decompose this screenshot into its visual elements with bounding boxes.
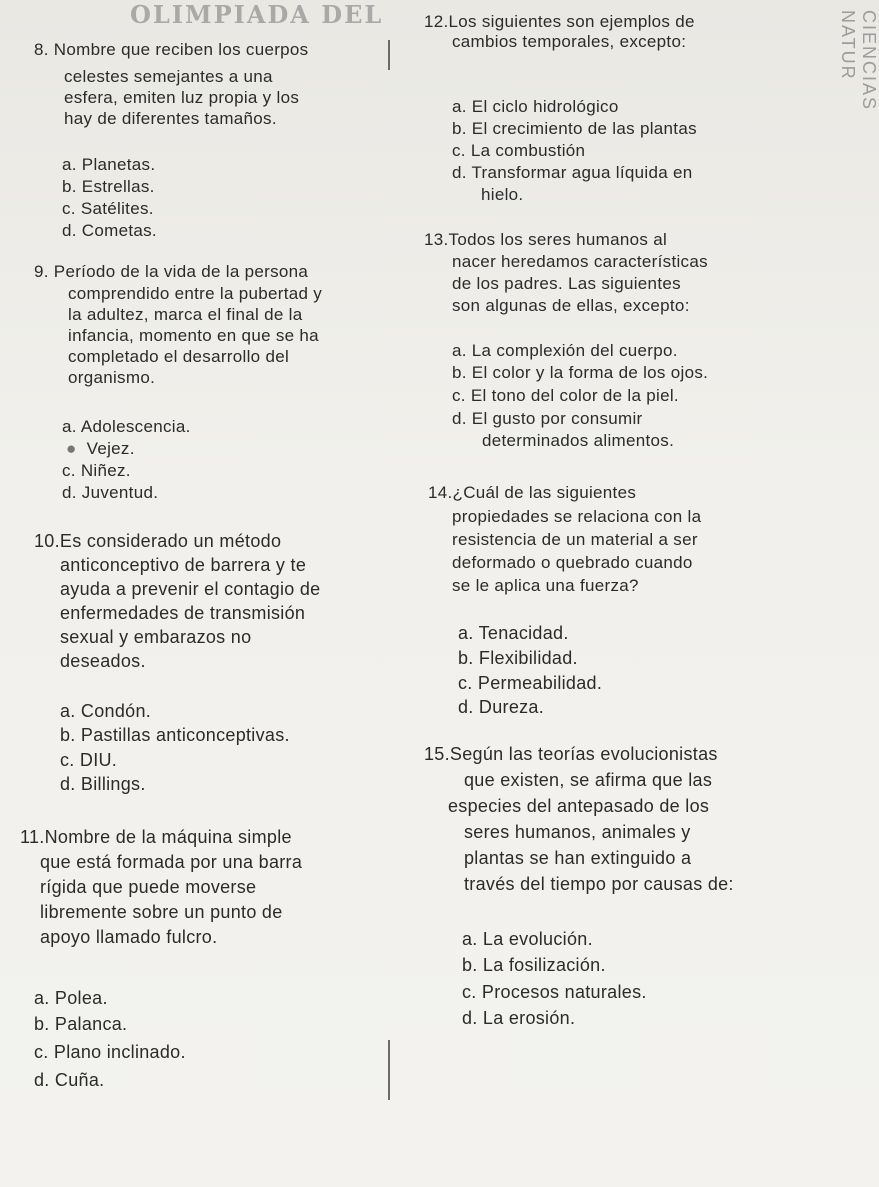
question-text: 15.Según las teorías evolucionistas xyxy=(424,744,718,764)
option-14b[interactable]: b. Flexibilidad. xyxy=(458,648,578,668)
exam-header-title: OLIMPIADA DEL xyxy=(130,0,384,29)
question-text: 11.Nombre de la máquina simple xyxy=(20,827,292,847)
column-divider-bottom xyxy=(388,1040,390,1100)
option-9b[interactable] xyxy=(66,439,135,459)
question-text: sexual y embarazos no xyxy=(60,627,252,647)
question-text: deseados. xyxy=(60,651,146,671)
question-text: que está formada por una barra xyxy=(40,852,303,872)
question-text: través del tiempo por causas de: xyxy=(464,874,734,894)
option-14d[interactable]: d. Dureza. xyxy=(458,697,545,717)
option-14a[interactable]: a. Tenacidad. xyxy=(458,623,569,643)
option-12d[interactable]: d. Transformar agua líquida en xyxy=(452,163,693,182)
option-13b[interactable]: b. El color y la forma de los ojos. xyxy=(452,363,709,382)
question-text: cambios temporales, excepto: xyxy=(452,32,687,51)
question-14-text xyxy=(452,507,701,595)
question-text: 10.Es considerado un método xyxy=(34,531,282,551)
question-text: libremente sobre un punto de xyxy=(40,902,283,922)
question-text: enfermedades de transmisión xyxy=(60,603,306,623)
option-13a[interactable]: a. La complexión del cuerpo. xyxy=(452,341,678,360)
column-divider-top xyxy=(388,40,390,70)
side-label: CIENCIAS NATUR xyxy=(838,10,879,112)
option-9c[interactable]: c. Niñez. xyxy=(62,461,131,480)
question-10 xyxy=(34,531,281,552)
question-13 xyxy=(424,230,667,249)
option-13c[interactable]: c. El tono del color de la piel. xyxy=(452,386,679,405)
question-text: resistencia de un material a ser xyxy=(452,530,698,549)
option-12b[interactable]: b. El crecimiento de las plantas xyxy=(452,119,697,138)
question-12-text xyxy=(452,32,686,51)
question-8 xyxy=(34,40,309,59)
question-text: propiedades se relaciona con la xyxy=(452,507,702,526)
question-text: organismo. xyxy=(68,368,156,387)
question-text: 14.¿Cuál de las siguientes xyxy=(428,483,637,502)
question-text: 13.Todos los seres humanos al xyxy=(424,230,668,249)
question-text: son algunas de ellas, excepto: xyxy=(452,296,690,315)
question-text: comprendido entre la pubertad y xyxy=(68,284,323,303)
question-text: 12.Los siguientes son ejemplos de xyxy=(424,12,695,31)
option-15c[interactable]: c. Procesos naturales. xyxy=(462,982,647,1002)
question-12 xyxy=(424,12,695,31)
question-text: seres humanos, animales y xyxy=(464,822,691,842)
question-text: que existen, se afirma que las xyxy=(464,770,713,790)
option-12c[interactable]: c. La combustión xyxy=(452,141,586,160)
question-text: especies del antepasado de los xyxy=(448,796,710,816)
option-13d[interactable]: d. El gusto por consumir xyxy=(452,409,643,428)
question-text: completado el desarrollo del xyxy=(68,347,290,366)
question-8-text xyxy=(64,67,299,128)
option-10a[interactable]: a. Condón. xyxy=(60,701,152,721)
question-text: 8. Nombre que reciben los cuerpos xyxy=(34,40,309,59)
question-text: rígida que puede moverse xyxy=(40,877,257,897)
option-9d[interactable]: d. Juventud. xyxy=(62,483,159,502)
option-12d-cont: hielo. xyxy=(481,185,524,204)
question-text: apoyo llamado fulcro. xyxy=(40,927,218,947)
question-text: deformado o quebrado cuando xyxy=(452,553,693,572)
option-10b[interactable]: b. Pastillas anticonceptivas. xyxy=(60,725,290,745)
option-letter-obscured: ● xyxy=(66,439,77,458)
question-9-text xyxy=(68,284,322,387)
option-9a[interactable]: a. Adolescencia. xyxy=(62,417,191,436)
question-text: anticonceptivo de barrera y te xyxy=(60,555,307,575)
question-11-text xyxy=(40,852,302,948)
option-8c[interactable]: c. Satélites. xyxy=(62,199,154,218)
option-8b[interactable]: b. Estrellas. xyxy=(62,177,155,196)
option-8d[interactable]: d. Cometas. xyxy=(62,221,157,240)
question-text: hay de diferentes tamaños. xyxy=(64,109,277,128)
question-11 xyxy=(20,827,292,848)
question-text: nacer heredamos características xyxy=(452,252,708,271)
option-15b[interactable]: b. La fosilización. xyxy=(462,955,606,975)
question-text: plantas se han extinguido a xyxy=(464,848,692,868)
option-9b-label: Vejez. xyxy=(86,439,135,458)
question-text: se le aplica una fuerza? xyxy=(452,576,639,595)
question-14 xyxy=(428,483,636,502)
option-11a[interactable]: a. Polea. xyxy=(34,988,108,1008)
question-13-text xyxy=(452,252,708,315)
question-text: de los padres. Las siguientes xyxy=(452,274,681,293)
option-12a[interactable]: a. El ciclo hidrológico xyxy=(452,97,619,116)
question-text: infancia, momento en que se ha xyxy=(68,326,319,345)
option-11c[interactable]: c. Plano inclinado. xyxy=(34,1042,186,1062)
option-10d[interactable]: d. Billings. xyxy=(60,774,146,794)
question-text: ayuda a prevenir el contagio de xyxy=(60,579,321,599)
question-text: celestes semejantes a una xyxy=(64,67,273,86)
option-15d[interactable]: d. La erosión. xyxy=(462,1008,576,1028)
option-13d-cont: determinados alimentos. xyxy=(482,431,675,450)
option-11d[interactable]: d. Cuña. xyxy=(34,1070,105,1090)
question-text: la adultez, marca el final de la xyxy=(68,305,303,324)
question-9 xyxy=(34,262,308,281)
question-text: esfera, emiten luz propia y los xyxy=(64,88,300,107)
question-15 xyxy=(424,744,718,765)
question-text: 9. Período de la vida de la persona xyxy=(34,262,309,281)
option-15a[interactable]: a. La evolución. xyxy=(462,929,593,949)
option-14c[interactable]: c. Permeabilidad. xyxy=(458,673,603,693)
option-8a[interactable]: a. Planetas. xyxy=(62,155,156,174)
option-10c[interactable]: c. DIU. xyxy=(60,750,118,770)
question-10-text xyxy=(60,555,320,672)
question-15-text xyxy=(448,770,734,895)
option-11b[interactable]: b. Palanca. xyxy=(34,1014,128,1034)
